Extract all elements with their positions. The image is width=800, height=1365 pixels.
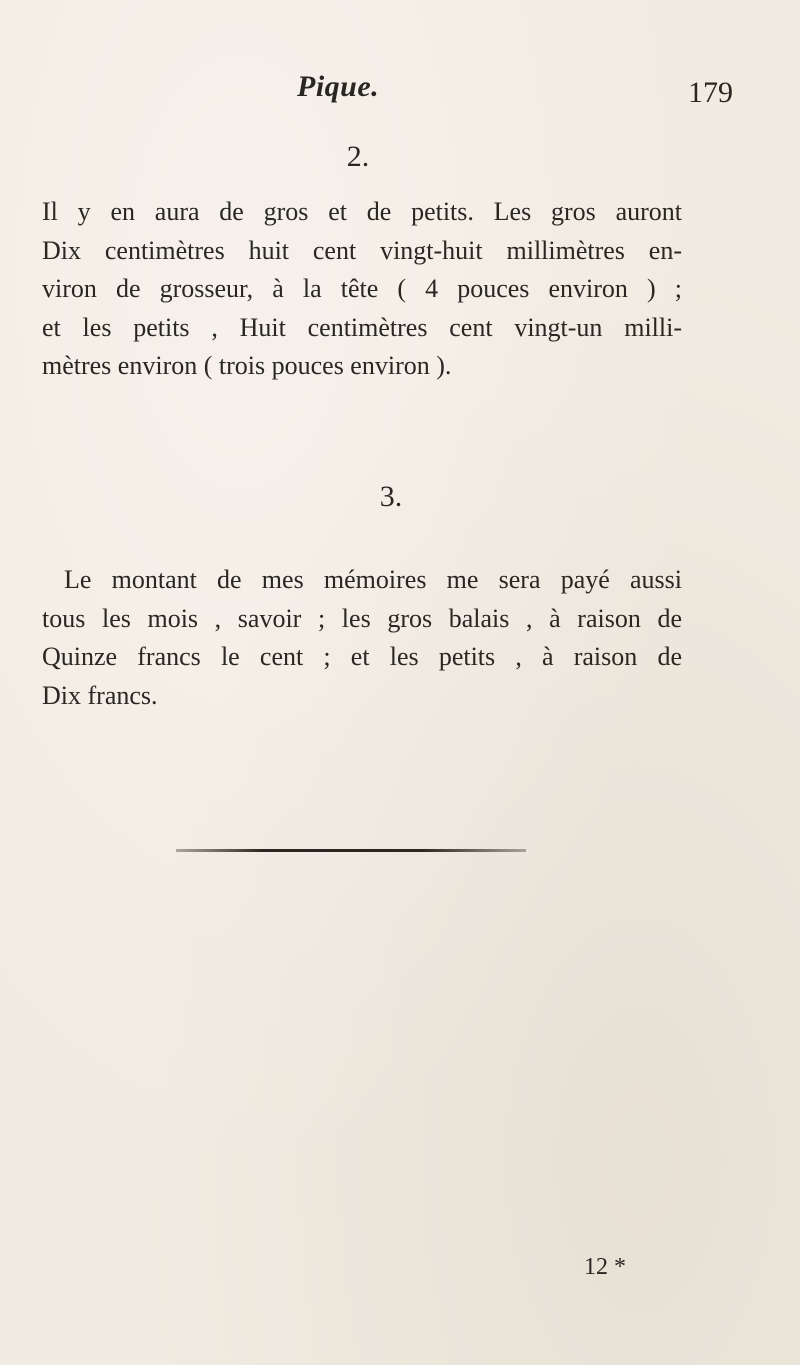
text-line: viron de grosseur, à la tête ( 4 pouces environ ) ; [42, 274, 682, 303]
text-line: Dix centimètres huit cent vingt-huit millimètres en- [42, 235, 682, 265]
paragraph-section-3 [42, 561, 682, 715]
text-line: mètres environ ( trois pouces environ ). [42, 351, 452, 380]
text-line: Quinze francs le cent ; et les petits , à raison de [42, 642, 682, 671]
text-line: et les petits , Huit centimètres cent vingt-un milli- [42, 312, 682, 342]
paragraph-section-2 [42, 193, 682, 386]
section-number-3: 3. [379, 480, 403, 513]
text-line: Il y en aura de gros et de petits. Les gros auront [42, 197, 682, 226]
text-line: Le montant de mes mémoires me sera payé aussi [64, 565, 682, 594]
text-line: tous les mois , savoir ; les gros balais , à raison de [42, 603, 682, 633]
section-divider-rule [176, 849, 526, 852]
text-line: Dix francs. [42, 680, 158, 710]
page-title: Pique. [297, 70, 380, 103]
running-head [0, 70, 800, 120]
page-number: 179 [688, 76, 733, 109]
section-number-2: 2. [346, 140, 370, 173]
signature-mark: 12 * [584, 1254, 626, 1280]
